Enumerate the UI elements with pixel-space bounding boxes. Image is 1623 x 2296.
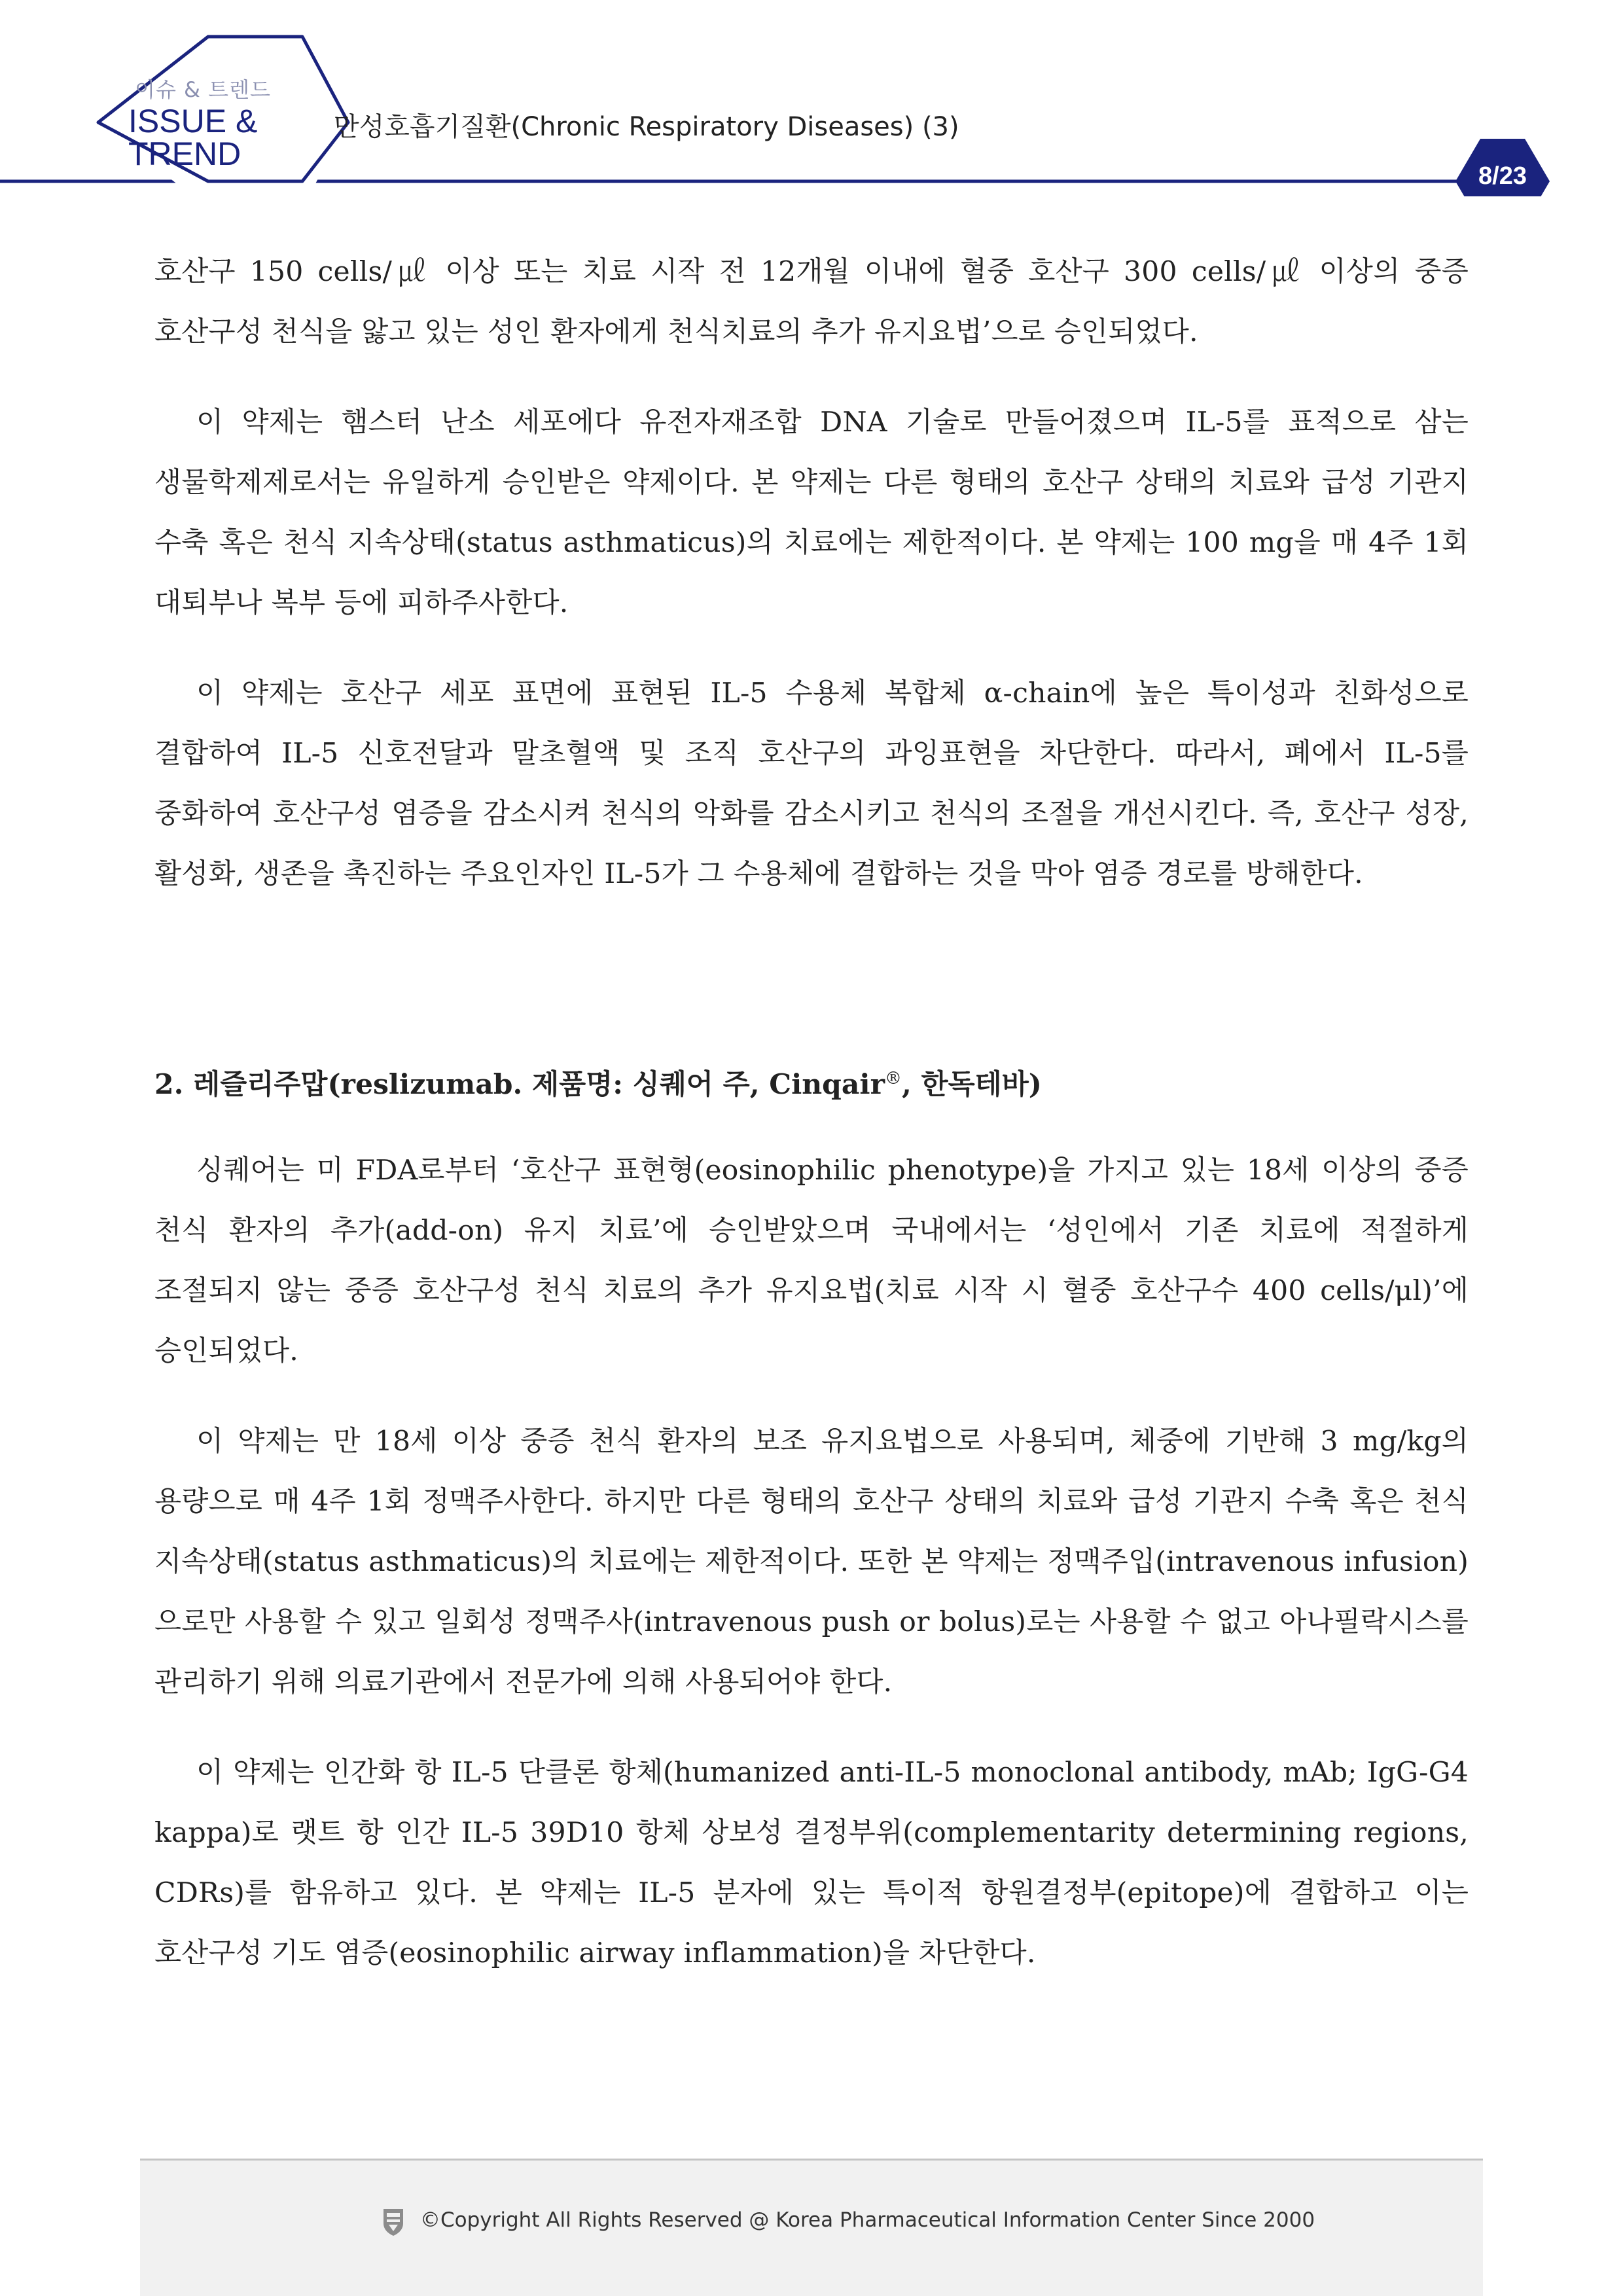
badge-line-trend: TREND: [128, 135, 241, 172]
page-number: 8/23: [1478, 162, 1527, 190]
paragraph: 이 약제는 만 18세 이상 중증 천식 환자의 보조 유지요법으로 사용되며, 체중에 기반해 3 mg/kg의 용량으로 매 4주 1회 정맥주사한다. 하지만 다른 형태의 호산구 상태의 치료와 급성 기관지 수축 혹은 천식 지속상태(status asthmaticus)의 치료에는 제한적이다. 또한 본 약제는 정맥주입(intravenous infusion)으로만 사용할 수 있고 일회성 정맥주사(intravenous push or bolus)로는 사용할 수 없고 아나필락시스를 관리하기 위해 의료기관에서 전문가에 의해 사용되어야 한다.: [154, 1426, 1469, 1699]
badge-line-issue: ISSUE &: [128, 103, 258, 139]
paragraph: 싱퀘어는 미 FDA로부터 ‘호산구 표현형(eosinophilic phenotype)을 가지고 있는 18세 이상의 중증 천식 환자의 추가(add-on) 유지 치료’에 승인받았으며 국내에서는 ‘성인에서 기존 치료에 적절하게 조절되지 않는 중증 호산구성 천식 치료의 추가 유지요법(치료 시작 시 혈중 호산구수 400 cells/μl)’에 승인되었다.: [154, 1155, 1469, 1368]
article-body: [154, 242, 1469, 2014]
registered-mark: ®: [884, 1069, 902, 1088]
paragraph: 이 약제는 호산구 세포 표면에 표현된 IL-5 수용체 복합체 α-chain에 높은 특이성과 친화성으로 결합하여 IL-5 신호전달과 말초혈액 및 조직 호산구의 과잉표현을 차단한다. 따라서, 폐에서 IL-5를 중화하여 호산구성 염증을 감소시켜 천식의 악화를 감소시키고 천식의 조절을 개선시킨다. 즉, 호산구 성장, 활성화, 생존을 촉진하는 주요인자인 IL-5가 그 수용체에 결합하는 것을 막아 염증 경로를 방해한다.: [154, 677, 1469, 890]
shield-logo-icon: [382, 2208, 404, 2236]
copyright-text: ©Copyright All Rights Reserved @ Korea Pharmaceutical Information Center Since 2000: [420, 2208, 1315, 2232]
badge-issue-trend: [128, 105, 257, 170]
paragraph: 이 약제는 햄스터 난소 세포에다 유전자재조합 DNA 기술로 만들어졌으며 IL-5를 표적으로 삼는 생물학제제로서는 유일하게 승인받은 약제이다. 본 약제는 다른 형태의 호산구 상태의 치료와 급성 기관지 수축 혹은 천식 지속상태(status asthmaticus)의 치료에는 제한적이다. 본 약제는 100 mg을 매 4주 1회 대퇴부나 복부 등에 피하주사한다.: [154, 406, 1469, 619]
paragraph-continued: 호산구 150 cells/㎕ 이상 또는 치료 시작 전 12개월 이내에 혈중 호산구 300 cells/㎕ 이상의 중증 호산구성 천식을 앓고 있는 성인 환자에게 천식치료의 추가 유지요법’으로 승인되었다.: [154, 256, 1469, 348]
paragraph: 이 약제는 인간화 항 IL-5 단클론 항체(humanized anti-IL-5 monoclonal antibody, mAb; IgG-G4 kappa)로 랫트 항 인간 IL-5 39D10 항체 상보성 결정부위(complementarity determining regions, CDRs)를 함유하고 있다. 본 약제는 IL-5 분자에 있는 특이적 항원결정부(epitope)에 결합하고 이는 호산구성 기도 염증(eosinophilic airway inflammation)을 차단한다.: [154, 1757, 1469, 1970]
section-heading-prefix: 2. 레즐리주맙(reslizumab. 제품명: 싱퀘어 주, Cinqair: [154, 1068, 885, 1102]
section-heading-suffix: , 한독테바): [901, 1068, 1042, 1102]
page-header: [0, 0, 1623, 190]
document-title: 만성호흡기질환(Chronic Respiratory Diseases) (3): [334, 112, 959, 142]
section-heading: [154, 1049, 1469, 1115]
badge-korean-label: 이슈 & 트렌드: [135, 77, 271, 102]
